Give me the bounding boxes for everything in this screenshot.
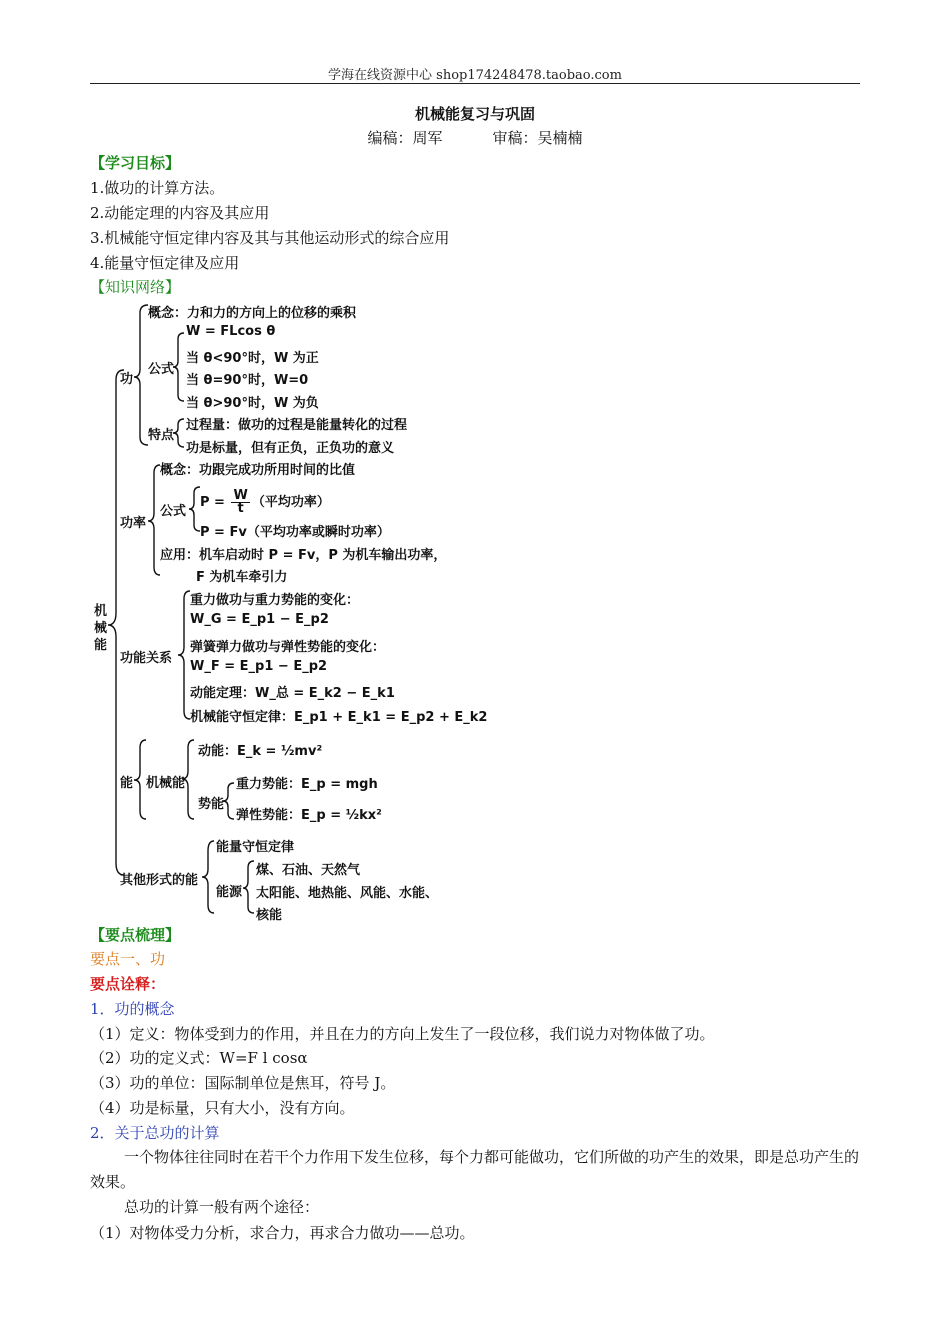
power-concept: 概念：功跟完成功所用时间的比值 [160, 463, 356, 478]
energy-conservation: 能量守恒定律 [216, 840, 295, 855]
power-label: 功率 [120, 516, 147, 531]
potential-energy-label: 势能 [198, 797, 225, 812]
power-application: 应用：机车启动时 P = Fv，P 为机车输出功率， [160, 548, 447, 563]
energy-source: 核能 [256, 908, 283, 923]
editor-credit: 编稿：周军 [367, 129, 443, 147]
energy-source-label: 能源 [216, 885, 243, 900]
kinetic-energy: 动能：E_k = ½mv² [198, 744, 323, 759]
relation-item: 弹簧弹力做功与弹性势能的变化： [190, 640, 386, 655]
subsection-title: 1．功的概念 [90, 1000, 175, 1018]
work-feature-label: 特点 [148, 428, 175, 443]
gravity-potential-energy: 重力势能：E_p = mgh [236, 777, 378, 792]
work-formula-label: 公式 [148, 362, 175, 377]
brace-lines [90, 295, 460, 925]
goal-item: 2.动能定理的内容及其应用 [90, 204, 270, 222]
definition-item: （3）功的单位：国际制单位是焦耳，符号 J。 [90, 1074, 396, 1092]
paragraph: 总功的计算一般有两个途径： [124, 1198, 320, 1216]
page-header: 学海在线资源中心 shop174248478.taobao.com [328, 68, 622, 83]
knowledge-network-diagram [90, 295, 488, 925]
work-formula: 当 θ=90°时，W=0 [186, 373, 309, 388]
power-application-cont: F 为机车牵引力 [196, 570, 288, 585]
keypoint-title: 要点一、功 [90, 950, 166, 968]
method-item: （1）对物体受力分析，求合力，再求合力做功——总功。 [90, 1224, 475, 1242]
goal-item: 4.能量守恒定律及应用 [90, 254, 240, 272]
power-formula-instant: P = Fv（平均功率或瞬时功率） [200, 525, 390, 540]
energy-source: 太阳能、地热能、风能、水能、 [256, 886, 439, 901]
paragraph: 一个物体往往同时在若干个力作用下发生位移，每个力都可能做功，它们所做的功产生的效果，即是总功产生的效果。 [90, 1148, 860, 1191]
work-formula: W = FLcos θ [186, 324, 276, 339]
power-formula-average: P = $\frac{W}{t}$ （平均功率） [200, 488, 330, 516]
keypoint-explain-label: 要点诠释： [90, 975, 166, 993]
relation-item: 动能定理：W_总 = E_k2 − E_k1 [190, 686, 395, 701]
work-formula: 当 θ>90°时，W 为负 [186, 396, 319, 411]
author-line [0, 127, 950, 148]
definition-item: （2）功的定义式：W=F l cosα [90, 1049, 308, 1067]
header-divider [90, 83, 860, 84]
section-goals-heading: 【学习目标】 [90, 154, 181, 172]
power-formula-label: 公式 [160, 504, 187, 519]
other-energy-label: 其他形式的能 [120, 873, 199, 888]
work-concept: 概念：力和力的方向上的位移的乘积 [148, 306, 357, 321]
subsection-title: 2．关于总功的计算 [90, 1124, 220, 1142]
definition-item: （4）功是标量，只有大小，没有方向。 [90, 1099, 355, 1117]
relation-label: 功能关系 [120, 651, 173, 666]
relation-item: 机械能守恒定律：E_p1 + E_k1 = E_p2 + E_k2 [190, 710, 488, 725]
mechanical-energy-label: 机械能 [146, 776, 186, 791]
relation-item: W_F = E_p1 − E_p2 [190, 659, 328, 674]
reviewer-credit: 审稿：吴楠楠 [492, 129, 583, 147]
work-label: 功 [120, 372, 134, 387]
goal-item: 1.做功的计算方法。 [90, 179, 225, 197]
work-feature: 过程量：做功的过程是能量转化的过程 [186, 418, 408, 433]
energy-label: 能 [120, 776, 134, 791]
document-title: 机械能复习与巩固 [414, 105, 535, 123]
root-label: 机械能 [94, 604, 108, 653]
work-formula: 当 θ<90°时，W 为正 [186, 351, 319, 366]
definition-item: （1）定义：物体受到力的作用，并且在力的方向上发生了一段位移，我们说力对物体做了功。 [90, 1025, 715, 1043]
elastic-potential-energy: 弹性势能：E_p = ½kx² [236, 808, 382, 823]
relation-item: W_G = E_p1 − E_p2 [190, 612, 329, 627]
section-network-heading: 【知识网络】 [90, 278, 181, 296]
work-feature: 功是标量，但有正负，正负功的意义 [186, 441, 395, 456]
goal-item: 3.机械能守恒定律内容及其与其他运动形式的综合应用 [90, 229, 450, 247]
relation-item: 重力做功与重力势能的变化： [190, 593, 360, 608]
energy-source: 煤、石油、天然气 [256, 863, 361, 878]
section-keypoints-heading: 【要点梳理】 [90, 926, 181, 944]
